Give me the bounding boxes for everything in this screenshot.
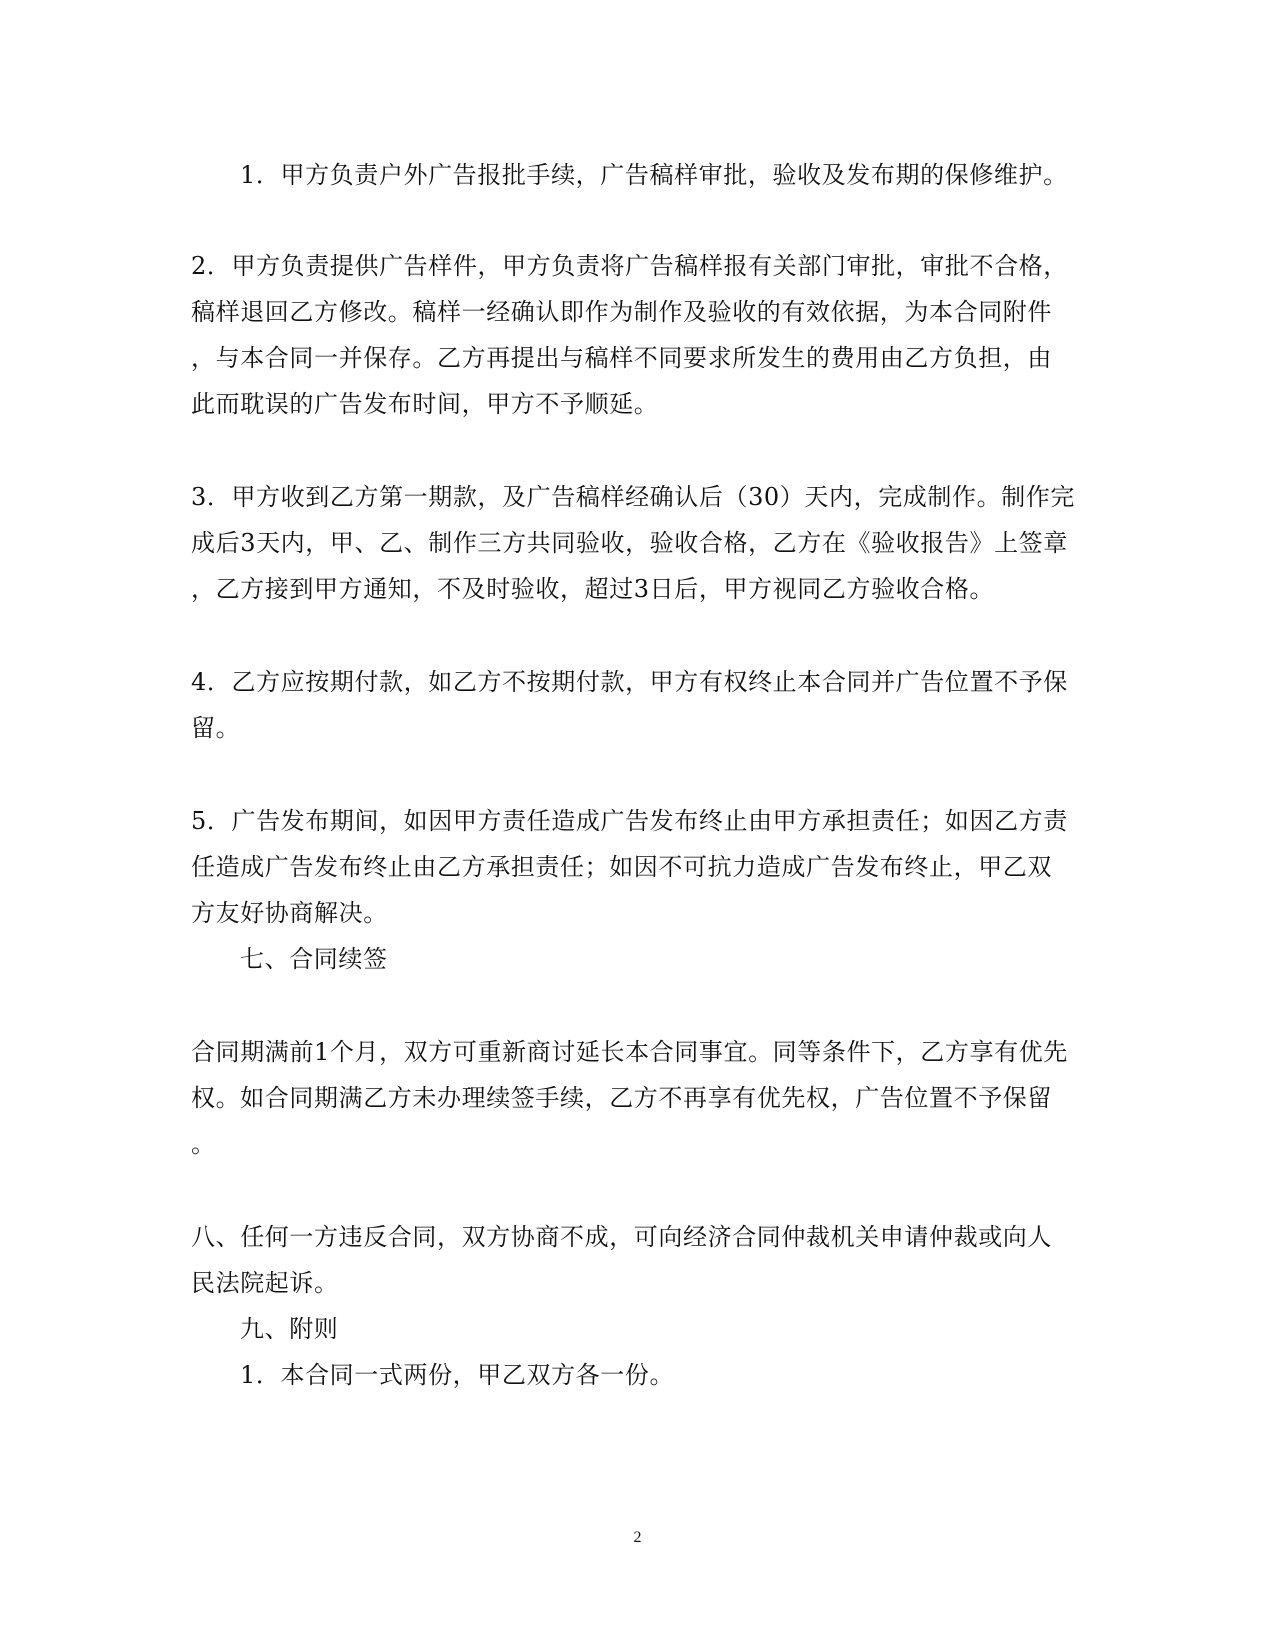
section-nine-clause-1: 1．本合同一式两份，甲乙双方各一份。 xyxy=(240,1361,675,1389)
page-number: 2 xyxy=(633,1529,642,1546)
clause-5-line-1: 5．广告发布期间，如因甲方责任造成广告发布终止由甲方承担责任；如因乙方责 xyxy=(191,807,1068,835)
clause-5-line-3: 方友好协商解决。 xyxy=(191,899,388,927)
section-seven-line-3: 。 xyxy=(191,1130,216,1158)
section-seven-line-1: 合同期满前1个月，双方可重新商讨延长本合同事宜。同等条件下，乙方享有优先 xyxy=(191,1038,1068,1066)
clause-3-line-2: 成后3天内，甲、乙、制作三方共同验收，验收合格，乙方在《验收报告》上签章 xyxy=(191,529,1068,557)
clause-3-line-1: 3．甲方收到乙方第一期款，及广告稿样经确认后（30）天内，完成制作。制作完 xyxy=(191,483,1076,511)
section-seven-heading: 七、合同续签 xyxy=(240,945,388,973)
clause-5-line-2: 任造成广告发布终止由乙方承担责任；如因不可抗力造成广告发布终止，甲乙双 xyxy=(191,853,1052,881)
section-eight-line-2: 民法院起诉。 xyxy=(191,1269,339,1297)
clause-2-line-3: ，与本合同一并保存。乙方再提出与稿样不同要求所发生的费用由乙方负担，由 xyxy=(191,344,1052,372)
clause-2-line-2: 稿样退回乙方修改。稿样一经确认即作为制作及验收的有效依据，为本合同附件 xyxy=(191,298,1052,326)
clause-4-line-2: 留。 xyxy=(191,714,241,742)
clause-3-line-3: ，乙方接到甲方通知，不及时验收，超过3日后，甲方视同乙方验收合格。 xyxy=(191,575,995,603)
clause-4-line-1: 4．乙方应按期付款，如乙方不按期付款，甲方有权终止本合同并广告位置不予保 xyxy=(191,668,1068,696)
section-seven-line-2: 权。如合同期满乙方未办理续签手续，乙方不再享有优先权，广告位置不予保留 xyxy=(191,1084,1052,1112)
clause-1-line-1: 1．甲方负责户外广告报批手续，广告稿样审批，验收及发布期的保修维护。 xyxy=(240,161,1068,189)
section-eight-line-1: 八、任何一方违反合同，双方协商不成，可向经济合同仲裁机关申请仲裁或向人 xyxy=(191,1223,1052,1251)
clause-2-line-1: 2．甲方负责提供广告样件，甲方负责将广告稿样报有关部门审批，审批不合格， xyxy=(191,252,1068,280)
clause-2-line-4: 此而耽误的广告发布时间，甲方不予顺延。 xyxy=(191,390,659,418)
section-nine-heading: 九、附则 xyxy=(240,1315,339,1343)
